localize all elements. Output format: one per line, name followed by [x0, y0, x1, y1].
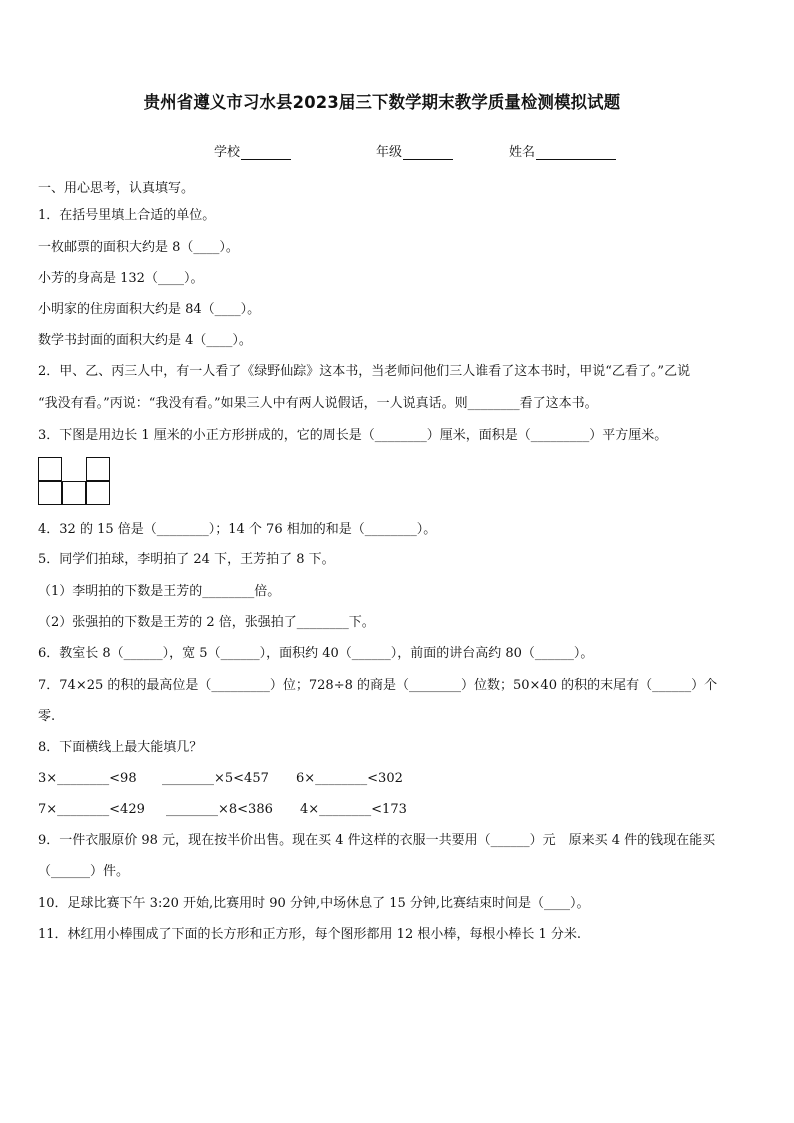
- name-label: 姓名: [509, 145, 536, 160]
- square-bottom-3: [86, 481, 110, 505]
- section-heading: 一、用心思考，认真填写。: [38, 181, 195, 196]
- question-1-d: 数学书封面的面积大约是 4（____）。: [38, 333, 252, 348]
- question-1-a: 一枚邮票的面积大约是 8（____）。: [38, 240, 239, 255]
- square-figure: [38, 457, 111, 506]
- page-title: 贵州省遵义市习水县2023届三下数学期末教学质量检测模拟试题: [143, 93, 621, 113]
- question-1-c: 小明家的住房面积大约是 84（____）。: [38, 302, 261, 317]
- grade-blank: [403, 146, 453, 160]
- question-2-line-2: “我没有看。”丙说：“我没有看。”如果三人中有两人说假话，一人说真话。则________看了这本书。: [38, 396, 598, 411]
- grade-field: [376, 141, 453, 160]
- school-label: 学校: [214, 145, 241, 160]
- square-top-1: [38, 457, 62, 481]
- question-5: 5．同学们拍球，李明拍了 24 下，王芳拍了 8 下。: [38, 552, 335, 567]
- question-9-line-2: （______）件。: [38, 864, 130, 879]
- question-1-b: 小芳的身高是 132（____）。: [38, 271, 204, 286]
- question-8-item: 7×________<429: [38, 802, 145, 817]
- question-7-line-1: 7．74×25 的积的最高位是（_________）位；728÷8 的商是（________）位数；50×40 的积的末尾有（______）个: [38, 678, 718, 693]
- question-8-item: 6×________<302: [296, 771, 403, 786]
- question-6: 6．教室长 8（______），宽 5（______），面积约 40（______），前面的讲台高约 80（______）。: [38, 646, 594, 661]
- question-5-1: （1）李明拍的下数是王芳的________倍。: [38, 584, 281, 599]
- name-field: [509, 141, 616, 160]
- square-top-3: [86, 457, 110, 481]
- name-blank: [536, 146, 616, 160]
- school-blank: [241, 146, 291, 160]
- question-8-item: ________×8<386: [166, 802, 273, 817]
- square-bottom-1: [38, 481, 62, 505]
- question-1: 1．在括号里填上合适的单位。: [38, 208, 216, 223]
- question-8-item: 3×________<98: [38, 771, 137, 786]
- question-5-2: （2）张强拍的下数是王芳的 2 倍，张强拍了________下。: [38, 615, 375, 630]
- question-9-line-1: 9．一件衣服原价 98 元，现在按半价出售。现在买 4 件这样的衣服一共要用（______）元 原来买 4 件的钱现在能买: [38, 833, 716, 848]
- grade-label: 年级: [376, 145, 403, 160]
- question-2-line-1: 2．甲、乙、丙三人中，有一人看了《绿野仙踪》这本书，当老师问他们三人谁看了这本书时，甲说“乙看了。”乙说: [38, 364, 691, 379]
- question-8: 8．下面横线上最大能填几？: [38, 740, 203, 755]
- question-10: 10．足球比赛下午 3:20 开始,比赛用时 90 分钟,中场休息了 15 分钟,比赛结束时间是（____）。: [38, 896, 590, 911]
- school-field: [214, 141, 291, 160]
- square-bottom-2: [62, 481, 86, 505]
- question-8-item: 4×________<173: [300, 802, 407, 817]
- question-8-item: ________×5<457: [162, 771, 269, 786]
- question-11: 11．林红用小棒围成了下面的长方形和正方形，每个图形都用 12 根小棒，每根小棒长 1 分米.: [38, 927, 582, 942]
- question-7-line-2: 零.: [38, 709, 56, 724]
- question-4: 4．32 的 15 倍是（________）；14 个 76 相加的和是（________）。: [38, 522, 437, 537]
- question-3: 3．下图是用边长 1 厘米的小正方形拼成的，它的周长是（________）厘米，面积是（_________）平方厘米。: [38, 428, 668, 443]
